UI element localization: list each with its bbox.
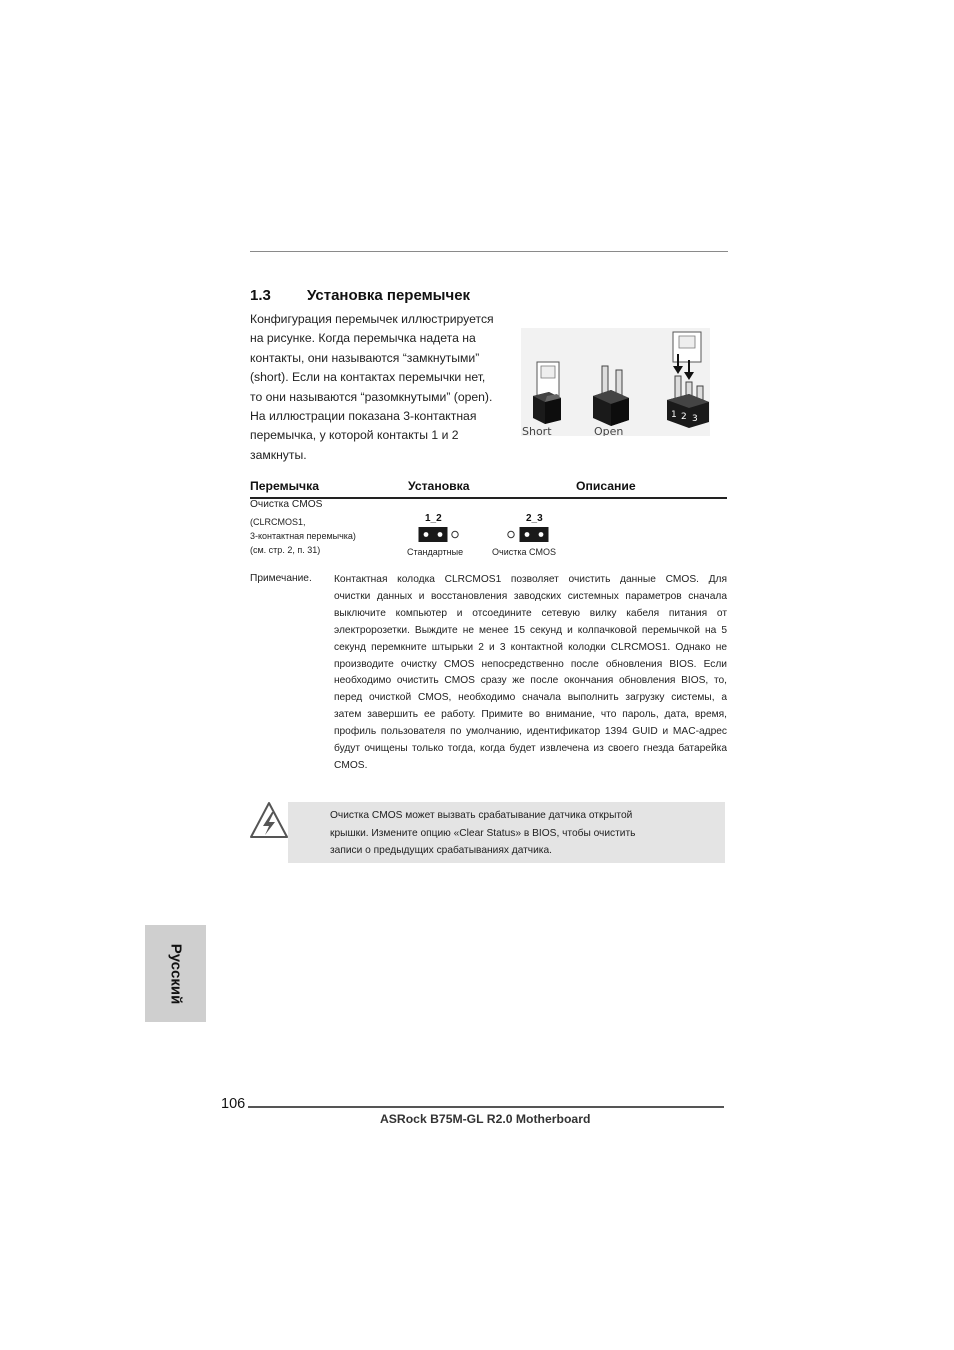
clear-pins-label: 2_3 [526,513,543,524]
high-voltage-warning-icon [248,800,290,840]
intro-line: перемычка, у которой контакты 1 и 2 [250,428,459,443]
page-number: 106 [221,1096,246,1112]
note-line: затем завершить ее работу. Примите во внимание, что пароль, дата, время, [334,709,727,721]
note-line: профиль пользователя по умолчанию, идентификатор 1394 GUID и MAC-адрес [334,726,727,738]
pin-label: 2 [681,412,687,422]
intro-line: то они называются “разомкнутыми” (open). [250,389,493,404]
jumper-diagram [521,328,710,436]
warning-line: записи о предыдущих срабатываниях датчика. [330,845,552,857]
clear-cmos-jumper-icon [504,526,550,543]
footer-divider [248,1106,724,1108]
footer-title: ASRock B75M-GL R2.0 Motherboard [380,1112,591,1126]
warning-line: крышки. Измените опцию «Clear Status» в BIOS, чтобы очистить [330,827,636,839]
note-line: перед очисткой CMOS, необходимо сначала выполнить загрузку системы, а [334,692,727,704]
top-divider [250,251,728,252]
pin-label: 3 [692,414,698,424]
default-jumper-icon [418,526,462,543]
default-pins-label: 1_2 [425,513,442,524]
short-jumper [533,362,561,424]
table-row-detail: 3-контактная перемычка) [250,531,356,541]
note-line: производите очистку CMOS непосредственно после обновления BIOS. Если [334,658,727,670]
section-title: Установка перемычек [307,287,471,304]
default-setting-label: Стандартные [407,547,464,557]
section-heading [250,287,470,304]
intro-line: контакты, они называются “замкнутыми” [250,350,480,365]
warning-line: Очистка CMOS может вызвать срабатывание датчика открытой [330,810,633,821]
open-jumper [593,366,629,426]
open-label: Open [594,425,624,436]
warning-text [330,807,635,860]
note-line: выключите компьютер и отсоедините сетевую вилку кабеля питания от [334,607,727,619]
note-line: очистки данных и восстановления заводских системных параметров сначала [334,590,727,602]
language-label: Русский [167,943,184,1004]
intro-line: на рисунке. Когда перемычка надета на [250,331,476,346]
pin-label: 1 [671,410,677,420]
note-label: Примечание. [250,573,312,584]
intro-line: На иллюстрации показана 3-контактная [250,409,477,424]
intro-line: (short). Если на контактах перемычки нет, [250,370,486,385]
note-text [334,572,727,775]
table-row-name: Очистка CMOS [250,499,323,510]
intro-paragraph [250,310,512,465]
language-side-tab [145,925,206,1022]
intro-line: Конфигурация перемычек иллюстрируется [250,312,494,326]
table-row-detail: (см. стр. 2, п. 31) [250,545,321,555]
note-line: необходимо очистить CMOS сразу же после окончания обновления BIOS, то, [334,675,727,687]
note-line: электророзетки. Выждите не менее 15 секунд и колпачковой перемычкой на 5 [334,624,727,636]
note-line: будут очищены только тогда, когда будет извлечена из своего гнезда батарейка [334,743,727,755]
jumper-illustration [521,328,710,436]
short-label: Short [522,425,552,436]
table-row-detail: (CLRCMOS1, [250,517,306,527]
note-line: секунд перемкните штырьки 2 и 3 контактной колодки CLRCMOS1. Однако не [334,641,727,653]
note-line: CMOS. [334,759,368,771]
table-header-jumper: Перемычка [250,479,319,493]
clear-setting-label: Очистка CMOS [492,547,556,557]
note-line: Контактная колодка CLRCMOS1 позволяет очистить данные CMOS. Для [334,574,727,585]
intro-line: замкнуты. [250,447,307,462]
section-number: 1.3 [250,287,271,304]
table-header-setting: Установка [408,479,470,493]
table-header-description: Описание [576,479,636,493]
